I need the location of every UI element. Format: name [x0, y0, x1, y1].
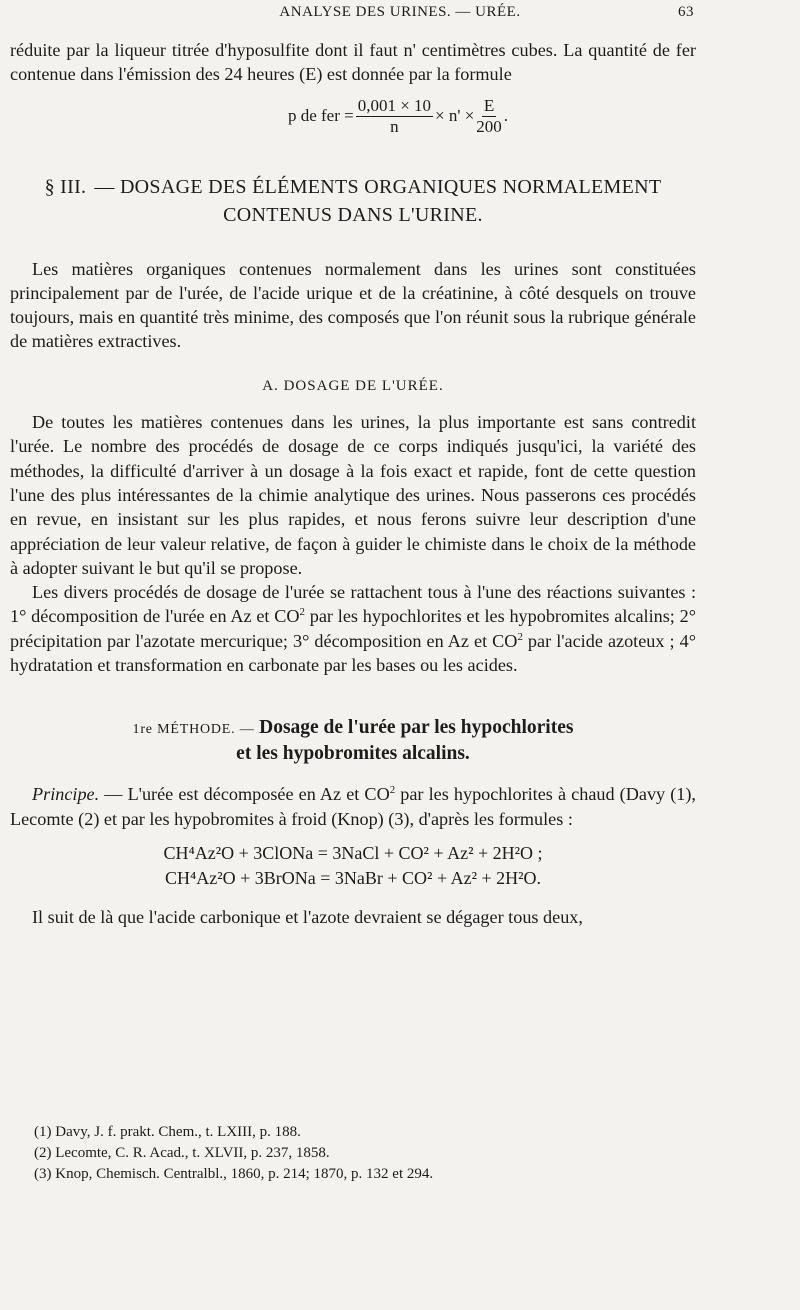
equations	[10, 841, 696, 891]
formula-numerator-2: E	[483, 96, 495, 116]
running-header	[0, 4, 800, 26]
superscript: 2	[517, 630, 523, 643]
superscript: 2	[389, 784, 396, 797]
footnotes	[34, 1122, 694, 1185]
reactions-text-c: par l'acide azoteux ; 4° hydratation et transformation en carbonate par les bases ou les acides.	[10, 630, 696, 676]
formula-middle: × n' ×	[435, 106, 475, 126]
principle-text-b: par les hypochlorites à chaud (Davy (1), Lecomte (2) et par les hypobromites à froid (Knop) (3), d'après les formules :	[10, 784, 696, 829]
method-title-line-2: et les hypobromites alcalins.	[236, 743, 470, 765]
formula-fraction-1	[356, 96, 433, 137]
formula-end: .	[503, 106, 509, 126]
method-title-line-1: Dosage de l'urée par les hypochlorites	[259, 717, 574, 739]
footnote-3: (3) Knop, Chemisch. Centralbl., 1860, p. 214; 1870, p. 132 et 294.	[34, 1166, 434, 1182]
method-heading-line-1	[10, 715, 696, 742]
method-heading	[10, 715, 696, 766]
section-sign: § III.	[44, 175, 87, 198]
reactions-text-b: par les hypochlorites et les hypobromites alcalins; 2° précipitation par l'azotate mercurique; 3° décomposition en Az et CO	[10, 606, 696, 651]
intro-paragraph: réduite par la liqueur titrée d'hyposulfite dont il faut n' centimètres cubes. La quantité de fer contenue dans l'émission des 24 heures (E) est donnée par la formule	[10, 40, 696, 85]
reactions-text-a: Les divers procédés de dosage de l'urée se rattachent tous à l'une des réactions suivantes : 1° décomposition de l'urée en Az et CO	[10, 582, 696, 627]
equation-hypochlorite: CH⁴Az²O + 3ClONa = 3NaCl + CO² + Az² + 2H²O ;	[163, 842, 543, 863]
footnote-1: (1) Davy, J. f. prakt. Chem., t. LXIII, p. 188.	[34, 1124, 301, 1140]
formula-denominator-1: n	[390, 117, 399, 137]
main-text	[10, 38, 696, 929]
method-label: 1re MÉTHODE. —	[132, 722, 255, 738]
equation-hypobromite: CH⁴Az²O + 3BrONa = 3NaBr + CO² + Az² + 2H²O.	[164, 867, 542, 888]
formula-fraction-2	[476, 96, 502, 137]
section-title: — DOSAGE DES ÉLÉMENTS ORGANIQUES NORMALEMENT CONTENUS DANS L'URINE.	[94, 175, 662, 226]
page-number: 63	[678, 4, 694, 20]
closing-paragraph: Il suit de là que l'acide carbonique et l'azote devraient se dégager tous deux,	[32, 906, 583, 927]
iron-formula	[100, 91, 696, 143]
running-title: ANALYSE DES URINES. — URÉE.	[279, 4, 521, 20]
footnote-2: (2) Lecomte, C. R. Acad., t. XLVII, p. 237, 1858.	[34, 1145, 330, 1161]
formula-denominator-2: 200	[476, 117, 502, 137]
superscript: 2	[299, 606, 305, 619]
principle-paragraph	[10, 782, 696, 831]
formula-lhs: p de fer =	[287, 106, 354, 126]
paragraph-reactions	[10, 580, 696, 677]
principle-text-a: — L'urée est décomposée en Az et CO	[99, 784, 390, 805]
principle-label: Principe.	[32, 784, 100, 805]
section-heading	[10, 173, 696, 229]
subsection-heading: A. DOSAGE DE L'URÉE.	[262, 377, 444, 394]
section-intro-paragraph: Les matières organiques contenues normalement dans les urines sont constituées principalement par de l'urée, de l'acide urique et de la créatinine, à côté desquels on trouve toujours, mais en quantité très minime, des composés que l'on réunit sous la rubrique générale de matières extractives.	[10, 258, 696, 352]
paragraph-methods-overview: De toutes les matières contenues dans les urines, la plus importante est sans contredit l'urée. Le nombre des procédés de dosage de ce corps indiqués jusqu'ici, la variété des méthodes, la difficulté d'arriver à un dosage à la fois exact et rapide, font de cette question l'une des plus intéressantes de la chimie analytique des urines. Nous passerons ces procédés en revue, en insistant sur les plus rapides, et nous ferons suivre leur description d'une appréciation de leur valeur relative, de façon à guider le chimiste dans le choix de la méthode à adopter suivant le but qu'il se propose.	[10, 412, 696, 578]
formula-numerator-1: 0,001 × 10	[357, 96, 432, 116]
